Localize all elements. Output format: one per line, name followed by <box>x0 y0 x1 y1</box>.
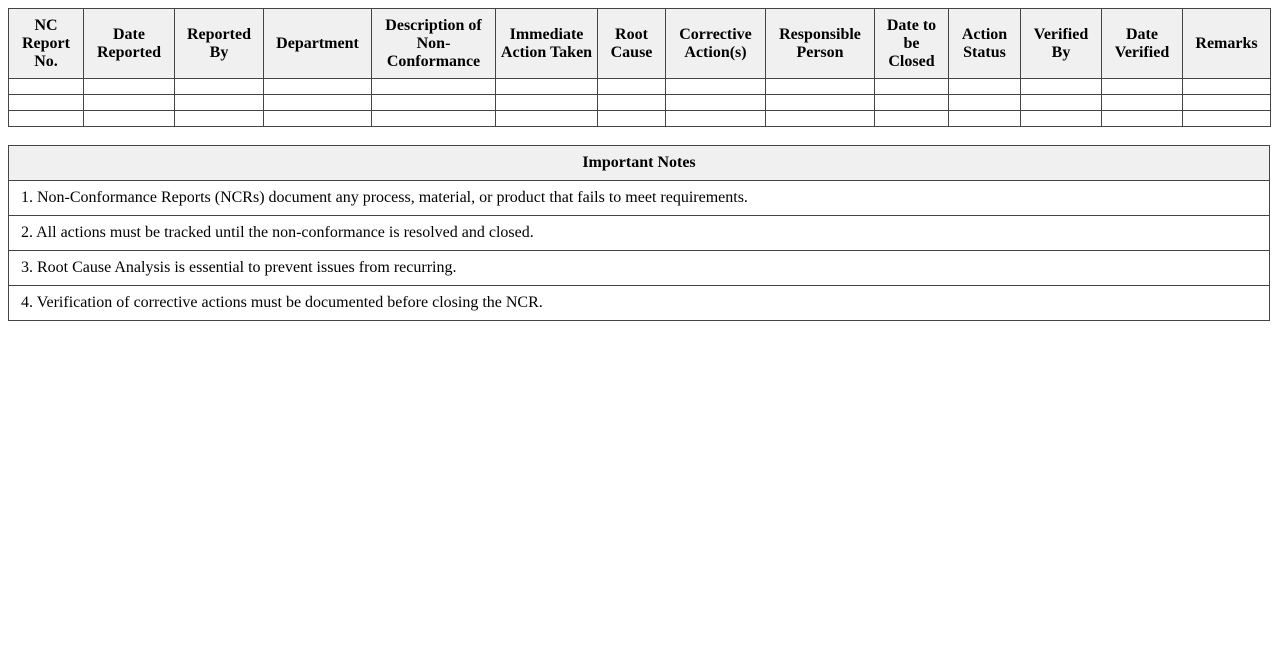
table-cell[interactable] <box>264 79 372 95</box>
column-header-date-verified: Date Verified <box>1102 9 1183 79</box>
note-row <box>9 286 1270 321</box>
table-cell[interactable] <box>1102 95 1183 111</box>
table-cell[interactable] <box>949 79 1021 95</box>
notes-title: Important Notes <box>9 146 1270 181</box>
table-cell[interactable] <box>766 95 875 111</box>
column-header-root-cause: Root Cause <box>598 9 666 79</box>
table-cell[interactable] <box>666 95 766 111</box>
table-cell[interactable] <box>372 79 496 95</box>
column-header-action-status: Action Status <box>949 9 1021 79</box>
table-cell[interactable] <box>1102 111 1183 127</box>
column-header-description-of-non-conformance: Description of Non-Conformance <box>372 9 496 79</box>
column-header-corrective-action-s: Corrective Action(s) <box>666 9 766 79</box>
table-cell[interactable] <box>264 95 372 111</box>
table-cell[interactable] <box>875 111 949 127</box>
table-cell[interactable] <box>496 79 598 95</box>
column-header-reported-by: Reported By <box>175 9 264 79</box>
column-header-nc-report-no: NC Report No. <box>9 9 84 79</box>
table-cell[interactable] <box>766 79 875 95</box>
note-item: 4. Verification of corrective actions must be documented before closing the NCR. <box>9 286 1270 321</box>
note-row <box>9 216 1270 251</box>
table-cell[interactable] <box>496 95 598 111</box>
note-item: 1. Non-Conformance Reports (NCRs) document any process, material, or product that fails to meet requirements. <box>9 181 1270 216</box>
table-cell[interactable] <box>84 111 175 127</box>
column-header-remarks: Remarks <box>1183 9 1271 79</box>
table-cell[interactable] <box>598 95 666 111</box>
table-cell[interactable] <box>1021 79 1102 95</box>
table-cell[interactable] <box>766 111 875 127</box>
table-cell[interactable] <box>1183 95 1271 111</box>
table-cell[interactable] <box>598 111 666 127</box>
table-cell[interactable] <box>264 111 372 127</box>
table-cell[interactable] <box>1183 79 1271 95</box>
ncr-body <box>9 79 1271 127</box>
table-cell[interactable] <box>949 95 1021 111</box>
important-notes-table <box>8 145 1270 321</box>
table-cell[interactable] <box>1183 111 1271 127</box>
table-cell[interactable] <box>949 111 1021 127</box>
column-header-immediate-action-taken: Immediate Action Taken <box>496 9 598 79</box>
table-cell[interactable] <box>666 79 766 95</box>
table-cell[interactable] <box>84 79 175 95</box>
table-row <box>9 111 1271 127</box>
table-row <box>9 79 1271 95</box>
table-cell[interactable] <box>9 111 84 127</box>
table-cell[interactable] <box>9 95 84 111</box>
table-cell[interactable] <box>1021 111 1102 127</box>
notes-header-row <box>9 146 1270 181</box>
table-cell[interactable] <box>1102 79 1183 95</box>
column-header-verified-by: Verified By <box>1021 9 1102 79</box>
table-cell[interactable] <box>175 95 264 111</box>
column-header-department: Department <box>264 9 372 79</box>
table-cell[interactable] <box>875 95 949 111</box>
column-header-date-to-be-closed: Date to be Closed <box>875 9 949 79</box>
page <box>8 8 1270 321</box>
table-cell[interactable] <box>9 79 84 95</box>
table-cell[interactable] <box>372 95 496 111</box>
table-cell[interactable] <box>1021 95 1102 111</box>
note-item: 2. All actions must be tracked until the non-conformance is resolved and closed. <box>9 216 1270 251</box>
table-cell[interactable] <box>175 111 264 127</box>
table-row <box>9 95 1271 111</box>
table-cell[interactable] <box>175 79 264 95</box>
table-cell[interactable] <box>372 111 496 127</box>
note-item: 3. Root Cause Analysis is essential to prevent issues from recurring. <box>9 251 1270 286</box>
table-cell[interactable] <box>496 111 598 127</box>
note-row <box>9 181 1270 216</box>
table-cell[interactable] <box>666 111 766 127</box>
table-cell[interactable] <box>875 79 949 95</box>
table-cell[interactable] <box>598 79 666 95</box>
column-header-responsible-person: Responsible Person <box>766 9 875 79</box>
note-row <box>9 251 1270 286</box>
ncr-log-table <box>8 8 1271 127</box>
table-cell[interactable] <box>84 95 175 111</box>
ncr-header-row <box>9 9 1271 79</box>
column-header-date-reported: Date Reported <box>84 9 175 79</box>
